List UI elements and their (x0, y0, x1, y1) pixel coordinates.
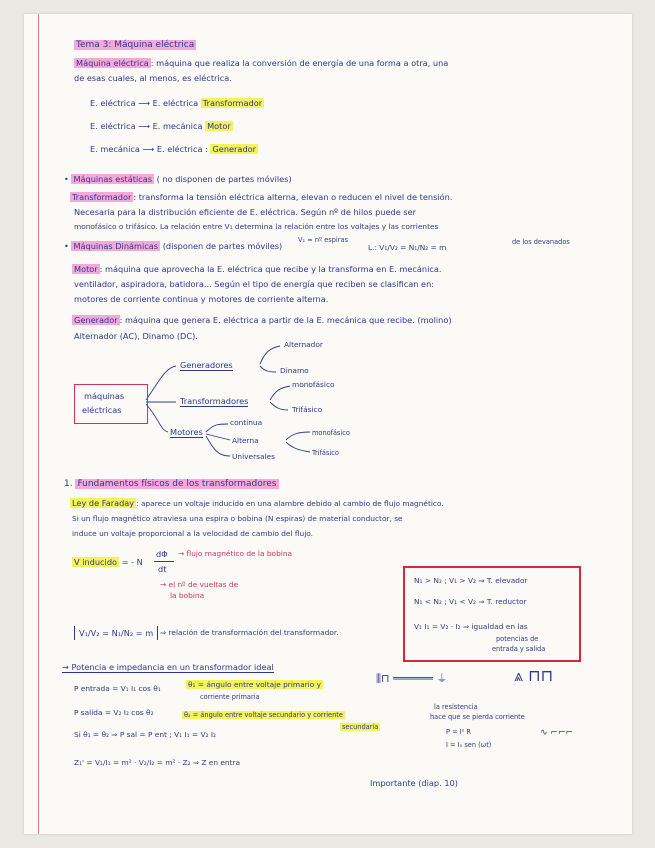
tree-root-1: máquinas (84, 391, 125, 401)
dt: dt (158, 564, 167, 574)
intro-term: Máquina eléctrica (76, 58, 149, 68)
p-entrada-note-1: θ₁ = ángulo entre voltaje primario y (188, 680, 321, 689)
si-equal-angles: Si θ₁ = θ₂ ⇒ P sal = P ent ; V₁ I₁ = V₂ I₂ (74, 730, 217, 739)
faraday-line-3: induce un voltaje proporcional a la velocidad de cambio del flujo. (72, 529, 313, 538)
resistance-note-1: la resistencia (434, 703, 478, 711)
sine-sketch-icon: ∿ ⌐⌐⌐ (540, 728, 574, 738)
generador-line-2: Alternador (AC), Dinamo (DC). (74, 331, 198, 341)
intro-line-2: de esas cuales, al menos, es eléctrica. (74, 73, 232, 83)
tree-generadores: Generadores (180, 360, 233, 370)
intro-line-1: Máquina eléctrica : máquina que realiza la conversión de energía de una forma a otra, una (76, 58, 449, 68)
tree-trifasico: Trifásico (292, 405, 323, 414)
tree-alternador: Alternador (284, 340, 323, 349)
dinamicas-heading: • Máquinas Dinámicas (disponen de partes móviles) (64, 241, 283, 251)
conversion-row-2: E. eléctrica ⟶ E. mecánica Motor (90, 121, 231, 131)
important-note: Importante (diap. 10) (370, 778, 458, 788)
p-entrada: P entrada = V₁ I₁ cos θ₁ (74, 684, 161, 693)
ratio-formula: L.: V₁/V₂ = N₁/N₂ = m (368, 243, 447, 252)
tree-dinamo: Dinamo (280, 366, 309, 375)
reductor-rule: N₁ < N₂ ; V₁ < V₂ ⇒ T. reductor (414, 597, 527, 606)
conversion-row-3: E. mecánica ⟶ E. eléctrica : Generador (90, 144, 257, 154)
p-entrada-note-2: corriente primaria (200, 693, 260, 701)
tree-transformadores: Transformadores (180, 396, 249, 406)
power-equality-2: potencias de (496, 635, 539, 643)
formula-note: V₁ ≈ nº espiras (298, 236, 348, 244)
current-eq: I = I₀ sen (ωt) (446, 741, 492, 749)
p-salida: P salida = V₂ I₂ cos θ₂ (74, 708, 154, 717)
fraction-bar (154, 561, 174, 562)
power-equality: V₁ I₁ = V₂ · I₂ ⇒ igualdad en las (414, 622, 528, 631)
tower-sketch-icon: ⩓ ⊓⊓ (514, 666, 554, 685)
tree-continua: continua (230, 418, 263, 427)
tree-root-box (74, 384, 148, 424)
ratio-box: V₁/V₂ = N₁/N₂ = m (74, 626, 158, 640)
n-note-2: la bobina (170, 591, 205, 600)
conversion-row-1: E. eléctrica ⟶ E. eléctrica Transformador (90, 98, 263, 108)
tree-alterna: Alterna (232, 436, 259, 445)
faraday-line-1: Ley de Faraday : aparece un voltaje inducido en una alambre debido al cambio de flujo magnético. (72, 498, 444, 508)
power-loss-eq: P = I² R (446, 728, 471, 736)
generador-line-1: Generador : máquina que genera E. eléctrica a partir de la E. mecánica que recibe. (molino) (74, 315, 452, 325)
estaticas-heading: • Máquinas estáticas ( no disponen de partes móviles) (64, 174, 292, 184)
page-title: Tema 3: Máquina eléctrica (76, 40, 195, 50)
n-note-1: → el nº de vueltas de (160, 580, 239, 589)
impedance-formula: Z₁' = V₁/I₁ = m² · V₂/I₂ = m² · Z₂ ⇒ Z en entra (74, 758, 241, 767)
tree-motores: Motores (170, 427, 203, 437)
transformador-line-2: Necesaria para la distribución eficiente de E. eléctrica. Según nº de hilos puede ser (74, 207, 417, 217)
v-inducido: V inducido = - N (74, 557, 143, 567)
tree-root-2: eléctricas (82, 405, 122, 415)
transformador-line-3: monofásico o trifásico. La relación entre V₁ determina la relación entre los voltajes y las corrientes (74, 222, 439, 231)
p-salida-note-1: θ₂ = ángulo entre voltaje secundario y corriente (184, 711, 343, 719)
dphi: dΦ (156, 549, 168, 559)
tree-universales: Universales (232, 452, 275, 461)
devanados-note: de los devanados (512, 238, 570, 246)
tree-mot-monofasico: monofásico (312, 429, 350, 437)
potencia-heading: → Potencia e impedancia en un transformador ideal (62, 662, 274, 672)
section-heading: 1. Fundamentos físicos de los transformadores (64, 479, 277, 489)
ratio-note: ⇒ relación de transformación del transformador. (160, 628, 339, 637)
faraday-line-2: Si un flujo magnético atraviesa una espira o bobina (N espiras) de material conductor, se (72, 514, 403, 523)
resistance-note-2: hace que se pierda corriente (430, 713, 525, 721)
power-equality-3: entrada y salida (492, 645, 546, 653)
tree-mot-trifasico: Trifásico (312, 449, 339, 457)
transformador-line-1: Transformador : transforma la tensión eléctrica alterna, elevan o reducen el nivel de tensión. (72, 192, 453, 202)
p-salida-note-2: secundaria (342, 723, 379, 731)
tree-monofasico: monofásico (292, 380, 335, 389)
transformer-sketch-icon: ⫼⊓ ══════ ⏚ (376, 672, 448, 685)
motor-line-1: Motor : máquina que aprovecha la E. eléctrica que recibe y la transforma en E. mecánica. (74, 264, 442, 274)
flux-note: → flujo magnético de la bobina (178, 549, 293, 558)
motor-line-3: motores de corriente continua y motores de corriente alterna. (74, 294, 329, 304)
elevador-rule: N₁ > N₂ ; V₁ > V₂ ⇒ T. elevador (414, 576, 528, 585)
motor-line-2: ventilador, aspiradora, batidora... Según el tipo de energía que reciben se clasifican en: (74, 279, 435, 289)
